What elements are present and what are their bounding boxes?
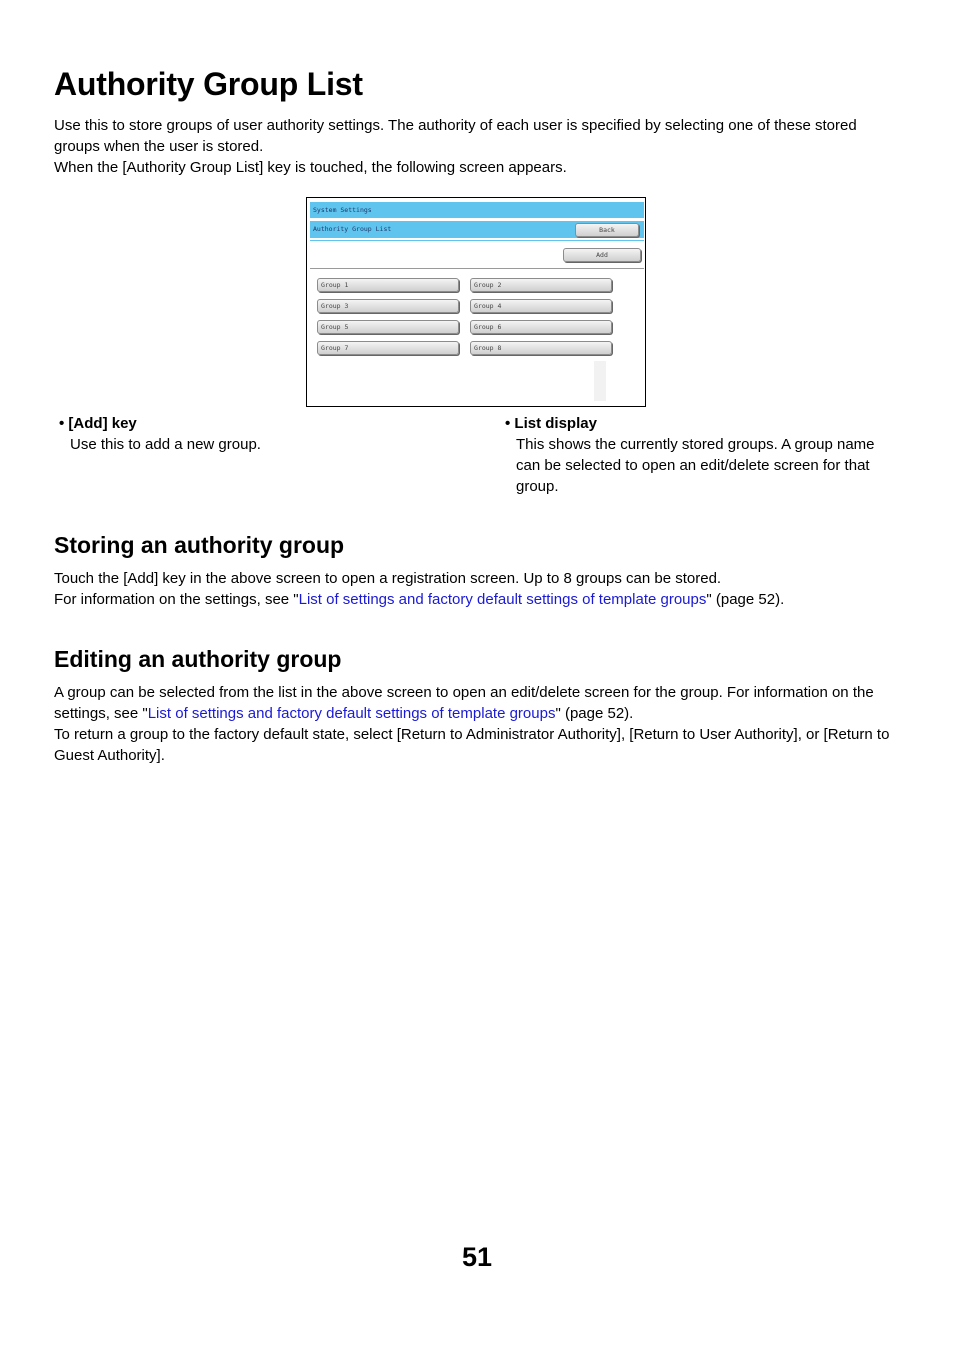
page-number: 51: [461, 1242, 493, 1272]
storing-heading: Storing an authority group: [54, 532, 345, 558]
list-display-title: • List display: [505, 415, 597, 432]
add-key-title: • [Add] key: [59, 415, 137, 432]
group-2-button[interactable]: Group 2: [470, 278, 612, 292]
add-key-description: Use this to add a new group.: [70, 436, 261, 453]
intro-line-1: Use this to store groups of user authority settings. The authority of each user is specified by selecting one of these stored groups when the user is stored.: [54, 117, 857, 155]
list-title-label: Authority Group List: [313, 225, 392, 233]
page-title: Authority Group List: [54, 66, 363, 102]
storing-text-pre: For information on the settings, see ": [54, 591, 299, 608]
storing-line-1: Touch the [Add] key in the above screen to open a registration screen. Up to 8 groups can be stored.: [54, 570, 722, 587]
storing-text-post: " (page 52).: [706, 591, 785, 608]
group-3-button[interactable]: Group 3: [317, 299, 459, 313]
list-display-bullet: [505, 414, 900, 497]
back-button[interactable]: Back: [575, 223, 639, 237]
editing-text-post: " (page 52).: [555, 705, 634, 722]
add-key-bullet: [59, 414, 459, 455]
group-1-button[interactable]: Group 1: [317, 278, 459, 292]
storing-line-2: [54, 589, 904, 610]
group-5-button[interactable]: Group 5: [317, 320, 459, 334]
intro-text: [54, 115, 904, 178]
divider: [310, 268, 644, 269]
system-settings-label: System Settings: [313, 206, 372, 214]
group-7-button[interactable]: Group 7: [317, 341, 459, 355]
list-display-description: This shows the currently stored groups. A group name can be selected to open an edit/delete screen for that group.: [516, 436, 875, 495]
editing-line-1: [54, 682, 902, 724]
divider: [310, 240, 644, 241]
group-6-button[interactable]: Group 6: [470, 320, 612, 334]
template-groups-link[interactable]: List of settings and factory default settings of template groups: [147, 705, 556, 722]
intro-line-2: When the [Authority Group List] key is touched, the following screen appears.: [54, 159, 567, 176]
editing-heading: Editing an authority group: [54, 646, 342, 672]
template-groups-link[interactable]: List of settings and factory default settings of template groups: [298, 591, 707, 608]
scroll-area: [594, 361, 606, 401]
editing-text-pre: A group can be selected from the list in the above screen to open an edit/delete screen for the group. For information on the settings, see ": [54, 684, 874, 722]
storing-text: [54, 568, 904, 610]
editing-line-2: To return a group to the factory default state, select [Return to Administrator Authority], [Return to User Authority], or [Return to Guest Authority].: [54, 726, 890, 764]
system-settings-bar: [310, 202, 644, 218]
add-button[interactable]: Add: [563, 248, 641, 262]
editing-text: [54, 682, 902, 766]
device-screen-image: [306, 197, 646, 407]
group-8-button[interactable]: Group 8: [470, 341, 612, 355]
group-4-button[interactable]: Group 4: [470, 299, 612, 313]
